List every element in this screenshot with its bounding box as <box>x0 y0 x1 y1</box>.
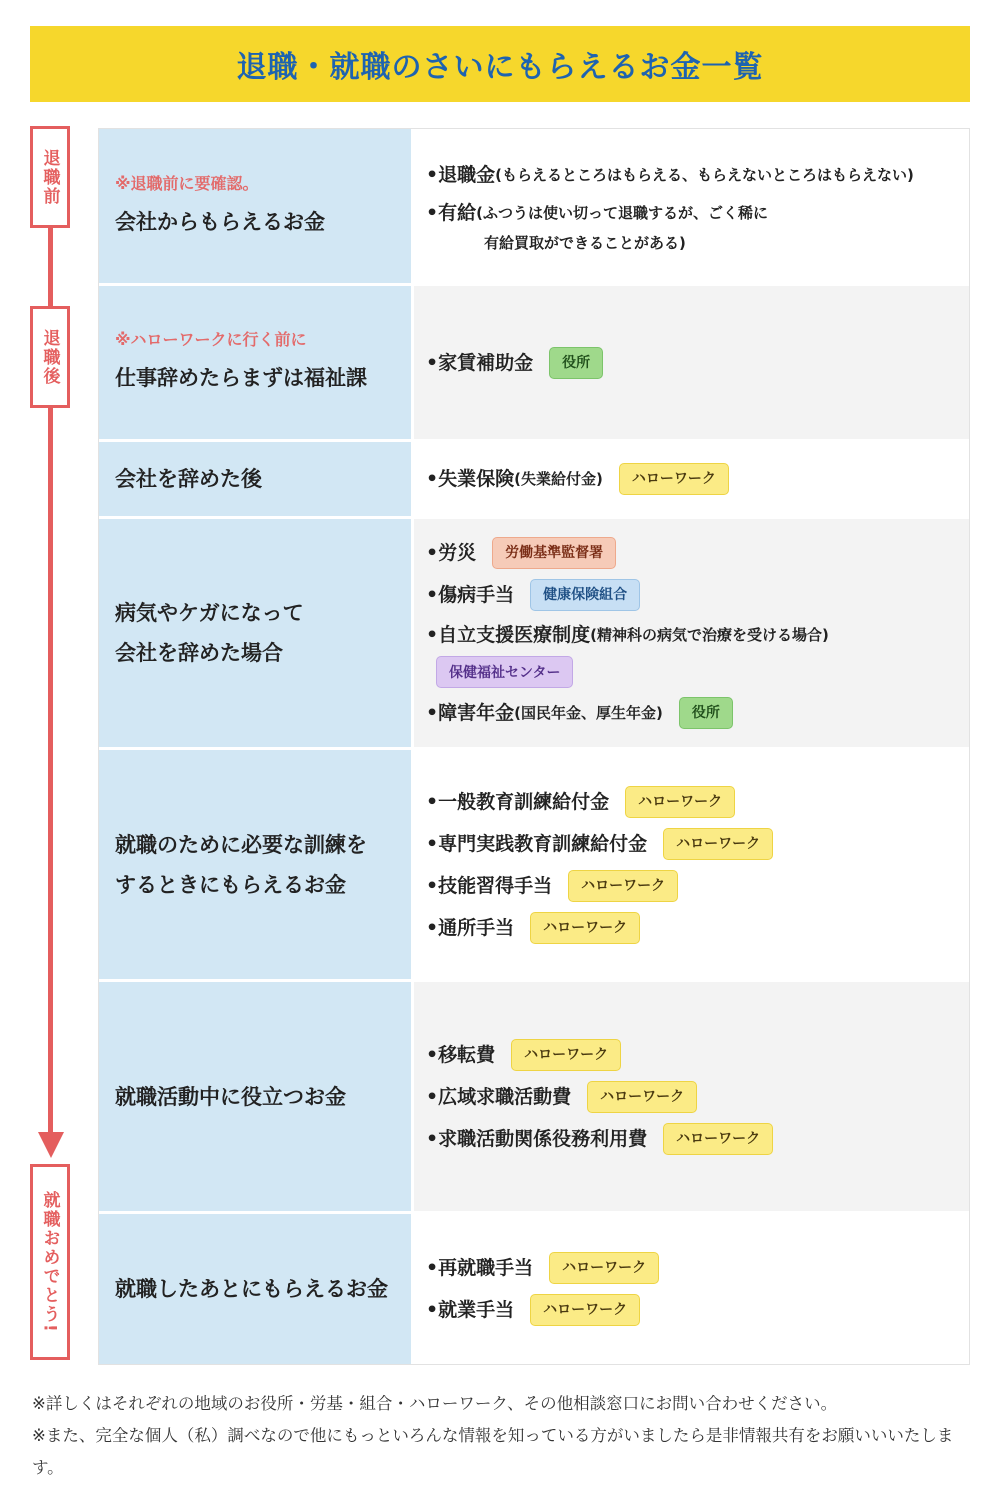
timeline-congrats: 就職おめでとう! <box>30 1164 70 1360</box>
list-item <box>426 697 969 729</box>
row-label <box>99 750 414 979</box>
office-tag: 保健福祉センター <box>436 656 573 688</box>
list-item <box>426 463 969 495</box>
office-tag: 労働基準監督署 <box>492 537 616 569</box>
hellowork-tag: ハローワーク <box>530 912 640 944</box>
row-content <box>414 442 969 516</box>
hellowork-tag: ハローワーク <box>619 463 729 495</box>
timeline-after-retirement: 退職後 <box>30 306 70 408</box>
item-name: •求職活動関係役務利用費 <box>426 1127 648 1150</box>
row-label <box>99 982 414 1211</box>
item-detail-continued: 有給買取ができることがある) <box>484 234 686 252</box>
table-row <box>99 283 969 439</box>
item-name: •通所手当 <box>426 916 515 939</box>
item-detail: (失業給付金) <box>514 470 603 488</box>
table-row <box>99 979 969 1211</box>
item-name: •労災 <box>426 542 477 564</box>
item-name: •家賃補助金 <box>426 351 534 374</box>
hellowork-tag: ハローワーク <box>530 1294 640 1326</box>
item-name: •障害年金 <box>426 702 515 724</box>
item-name: •一般教育訓練給付金 <box>426 790 610 813</box>
item-name: •技能習得手当 <box>426 874 553 897</box>
item-detail: (もらえるところはもらえる、もらえないところはもらえない) <box>495 166 914 184</box>
timeline-line-2 <box>48 408 53 1136</box>
list-item <box>426 1252 969 1284</box>
item-name: •広域求職活動費 <box>426 1085 572 1108</box>
hellowork-tag: ハローワーク <box>663 828 773 860</box>
footnotes <box>32 1388 977 1484</box>
timeline-before-retirement: 退職前 <box>30 126 70 228</box>
timeline <box>0 0 100 1400</box>
item-name: •傷病手当 <box>426 584 515 606</box>
hellowork-tag: ハローワーク <box>549 1252 659 1284</box>
list-item <box>426 912 969 944</box>
hellowork-tag: ハローワーク <box>625 786 735 818</box>
row-heading: 就職したあとにもらえるお金 <box>115 1277 388 1301</box>
list-item <box>426 870 969 902</box>
row-heading: 会社を辞めた後 <box>115 467 262 491</box>
row-label <box>99 519 414 747</box>
row-label <box>99 129 414 283</box>
list-item <box>426 579 969 611</box>
item-name: •専門実践教育訓練給付金 <box>426 832 648 855</box>
table-row <box>99 1211 969 1364</box>
item-name: •有給 <box>426 202 477 224</box>
row-note: ※ハローワークに行く前に <box>115 330 307 349</box>
item-name: •自立支援医療制度 <box>426 624 591 646</box>
list-item <box>426 347 969 379</box>
office-tag: 役所 <box>679 697 733 729</box>
item-detail: (ふつうは使い切って退職するが、ごく稀に <box>476 204 769 222</box>
list-item <box>426 199 969 227</box>
table-row <box>99 129 969 283</box>
list-item <box>426 161 969 189</box>
list-item <box>426 621 969 649</box>
row-label <box>99 442 414 516</box>
list-item <box>426 1039 969 1071</box>
row-heading: 病気やケガになって <box>115 601 304 625</box>
item-detail: (国民年金、厚生年金) <box>514 704 663 722</box>
row-label <box>99 1214 414 1364</box>
row-content <box>414 982 969 1211</box>
row-heading: するときにもらえるお金 <box>115 872 346 897</box>
item-name: •失業保険 <box>426 468 515 490</box>
item-name: •再就職手当 <box>426 1257 534 1279</box>
row-content <box>414 286 969 439</box>
row-heading: 会社を辞めた場合 <box>115 641 283 665</box>
row-heading: 仕事辞めたらまずは福祉課 <box>115 366 367 390</box>
money-table <box>98 128 970 1365</box>
hellowork-tag: ハローワーク <box>587 1081 697 1113</box>
list-item <box>426 1294 969 1326</box>
item-name: •就業手当 <box>426 1299 515 1321</box>
row-heading: 会社からもらえるお金 <box>115 209 325 234</box>
office-tag: 役所 <box>549 347 603 379</box>
row-heading: 就職活動中に役立つお金 <box>115 1084 346 1109</box>
list-item <box>426 828 969 860</box>
row-content <box>414 1214 969 1364</box>
list-item <box>426 786 969 818</box>
list-item <box>426 537 969 569</box>
office-tag: 健康保険組合 <box>530 579 640 611</box>
row-content <box>414 519 969 747</box>
item-name: •移転費 <box>426 1043 496 1066</box>
timeline-line-1 <box>48 228 53 308</box>
item-name: •退職金 <box>426 164 496 186</box>
row-note: ※退職前に要確認。 <box>115 173 259 193</box>
page-title: 退職・就職のさいにもらえるお金一覧 <box>236 50 764 85</box>
row-label <box>99 286 414 439</box>
table-row <box>99 747 969 979</box>
title-banner <box>30 26 970 102</box>
hellowork-tag: ハローワーク <box>511 1039 621 1071</box>
row-content <box>414 750 969 979</box>
timeline-arrow <box>38 1132 64 1158</box>
footnote-1: ※詳しくはそれぞれの地域のお役所・労基・組合・ハローワーク、その他相談窓口にお問い合わせください。 <box>32 1394 838 1413</box>
table-row <box>99 516 969 747</box>
footnote-2: ※また、完全な個人（私）調べなので他にもっといろんな情報を知っている方がいましたら是非情報共有をお願いいいたします。 <box>32 1426 954 1477</box>
tag-line <box>426 656 969 688</box>
list-item <box>426 1081 969 1113</box>
hellowork-tag: ハローワーク <box>568 870 678 902</box>
list-item <box>426 1123 969 1155</box>
row-content <box>414 129 969 283</box>
item-detail: (精神科の病気で治療を受ける場合) <box>590 626 829 644</box>
table-row <box>99 439 969 516</box>
row-heading: 就職のために必要な訓練を <box>115 832 367 857</box>
hellowork-tag: ハローワーク <box>663 1123 773 1155</box>
